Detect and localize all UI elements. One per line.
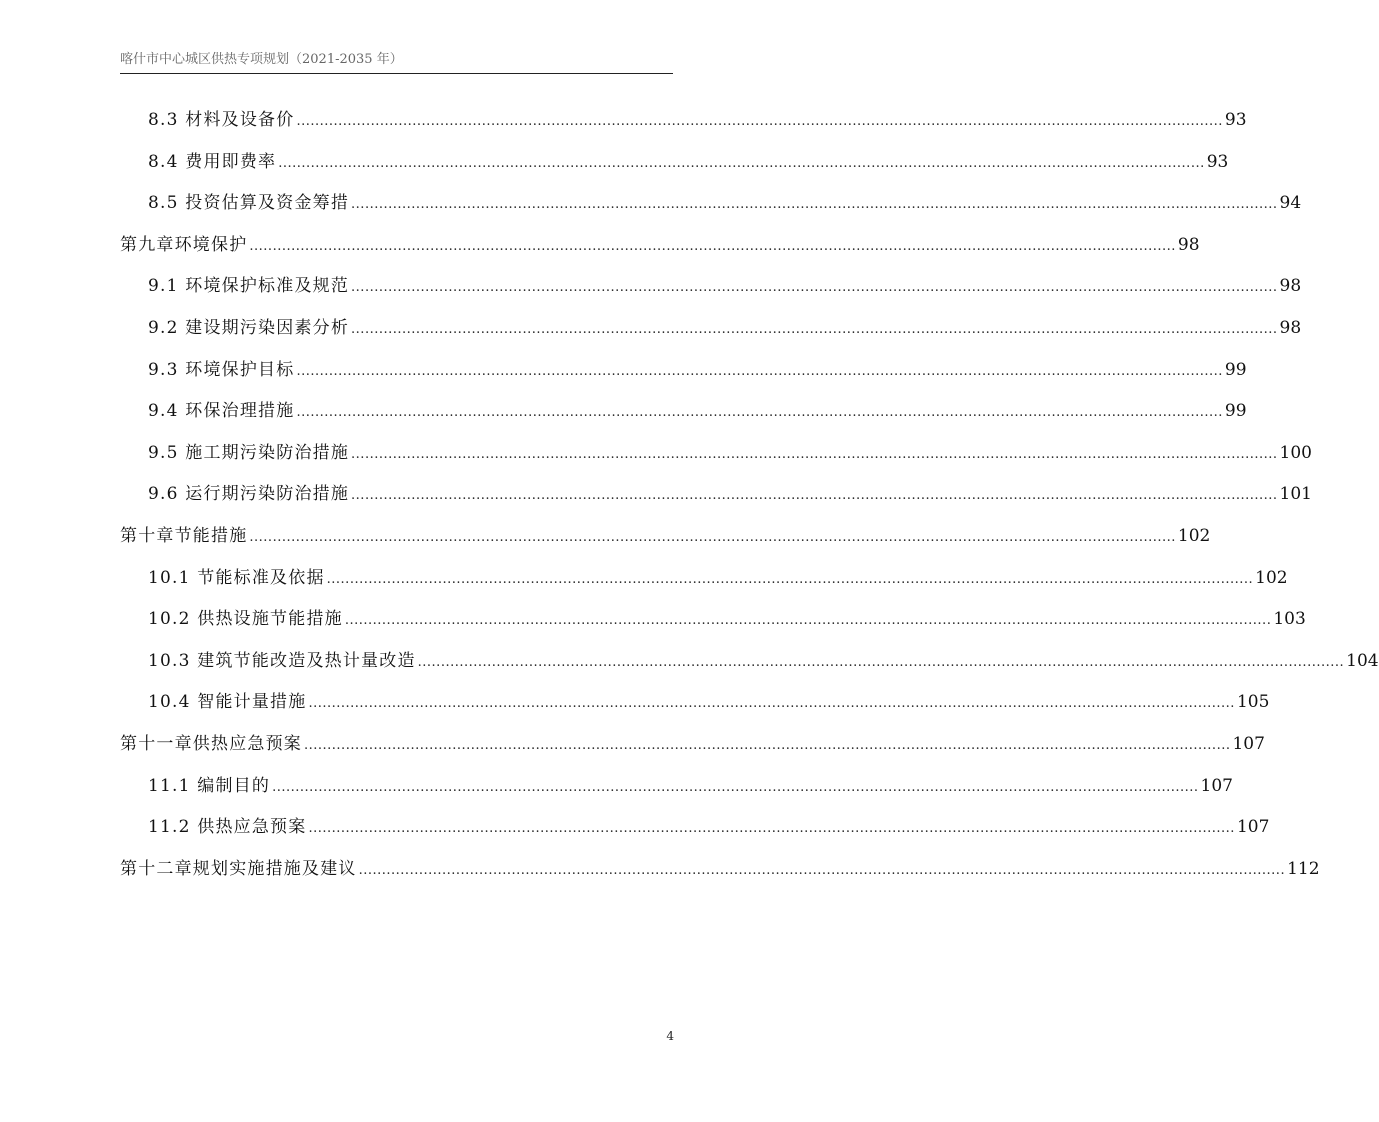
toc-entry[interactable] xyxy=(148,645,1379,673)
toc-entry-page: 98 xyxy=(1279,318,1302,338)
page-number: 4 xyxy=(666,1029,674,1043)
toc-leader-dots: ........................................................................................................................................................................................................ xyxy=(351,280,1278,296)
toc-entry-page: 102 xyxy=(1177,526,1211,546)
toc-entry[interactable] xyxy=(148,270,1302,298)
toc-leader-dots: ........................................................................................................................................................................................................ xyxy=(304,738,1231,753)
toc-entry-label: 8.5 投资估算及资金筹措 xyxy=(148,193,350,214)
toc-entry-page: 93 xyxy=(1206,151,1229,172)
toc-entry-label: 10.1 节能标准及依据 xyxy=(148,567,325,588)
toc-entry-page: 101 xyxy=(1279,484,1312,505)
toc-entry-label: 9.3 环境保护目标 xyxy=(148,359,295,380)
toc-entry[interactable] xyxy=(148,686,1270,714)
toc-entry-label: 9.5 施工期污染防治措施 xyxy=(148,442,350,463)
toc-entry-label: 第九章环境保护 xyxy=(120,234,248,255)
toc-leader-dots: ........................................................................................................................................................................................................ xyxy=(326,571,1254,587)
toc-entry[interactable] xyxy=(148,770,1233,798)
toc-entry-page: 93 xyxy=(1224,110,1247,130)
toc-entry-page: 105 xyxy=(1236,692,1270,713)
toc-leader-dots: ........................................................................................................................................................................................................ xyxy=(351,446,1278,462)
toc-entry[interactable] xyxy=(148,478,1312,506)
toc-entry[interactable] xyxy=(148,437,1312,465)
toc-entry[interactable] xyxy=(148,811,1270,839)
toc-leader-dots: ........................................................................................................................................................................................................ xyxy=(358,862,1286,878)
toc-entry[interactable] xyxy=(148,187,1302,215)
toc-leader-dots: ........................................................................................................................................................................................................ xyxy=(296,363,1223,379)
page-header xyxy=(120,50,673,74)
toc-entry-page: 107 xyxy=(1232,734,1265,754)
toc-entry-page: 104 xyxy=(1346,650,1379,671)
toc-entry-label: 10.3 建筑节能改造及热计量改造 xyxy=(148,650,416,671)
toc-entry-page: 99 xyxy=(1224,401,1247,422)
toc-entry-page: 112 xyxy=(1287,858,1320,879)
toc-leader-dots: ........................................................................................................................................................................................................ xyxy=(249,238,1176,254)
toc-entry[interactable] xyxy=(148,104,1247,132)
toc-leader-dots: ........................................................................................................................................................................................................ xyxy=(308,696,1235,712)
toc-leader-dots: ........................................................................................................................................................................................................ xyxy=(272,779,1199,795)
toc-entry-label: 9.6 运行期污染防治措施 xyxy=(148,484,350,505)
toc-entry-label: 9.1 环境保护标准及规范 xyxy=(148,276,350,297)
toc-leader-dots: ........................................................................................................................................................................................................ xyxy=(417,654,1345,670)
toc-entry[interactable] xyxy=(148,603,1306,631)
toc-leader-dots: ........................................................................................................................................................................................................ xyxy=(296,114,1223,129)
toc-entry-page: 102 xyxy=(1255,567,1288,588)
toc-leader-dots: ........................................................................................................................................................................................................ xyxy=(249,530,1176,545)
toc-entry-label: 第十一章供热应急预案 xyxy=(120,734,302,754)
toc-entry-label: 9.2 建设期污染因素分析 xyxy=(148,318,350,338)
toc-leader-dots: ........................................................................................................................................................................................................ xyxy=(351,488,1278,504)
toc-entry[interactable] xyxy=(148,395,1247,423)
toc-entry-label: 11.1 编制目的 xyxy=(148,775,271,796)
toc-entry-page: 98 xyxy=(1177,234,1200,255)
toc-entry[interactable] xyxy=(120,520,1211,548)
toc-entry-label: 第十章节能措施 xyxy=(120,526,248,546)
toc-entry-page: 107 xyxy=(1200,775,1233,796)
toc-entry-label: 第十二章规划实施措施及建议 xyxy=(120,858,357,879)
toc-entry[interactable] xyxy=(148,312,1302,340)
toc-leader-dots: ........................................................................................................................................................................................................ xyxy=(296,405,1223,421)
toc-entry-page: 100 xyxy=(1279,442,1312,463)
toc-entry[interactable] xyxy=(120,853,1320,881)
toc-entry-label: 9.4 环保治理措施 xyxy=(148,401,295,422)
toc-entry[interactable] xyxy=(120,728,1265,756)
toc-entry-label: 10.4 智能计量措施 xyxy=(148,692,307,713)
toc-entry[interactable] xyxy=(148,146,1229,174)
toc-leader-dots: ........................................................................................................................................................................................................ xyxy=(351,322,1278,337)
toc-entry[interactable] xyxy=(148,354,1247,382)
header-title: 喀什市中心城区供热专项规划（2021-2035 年） xyxy=(120,52,403,67)
toc-entry-label: 10.2 供热设施节能措施 xyxy=(148,609,343,630)
toc-leader-dots: ........................................................................................................................................................................................................ xyxy=(308,821,1235,837)
toc-entry-page: 107 xyxy=(1236,817,1270,838)
toc-entry-label: 8.4 费用即费率 xyxy=(148,151,277,172)
toc-entry[interactable] xyxy=(148,562,1288,590)
toc-entry-page: 94 xyxy=(1279,193,1302,214)
toc-leader-dots: ........................................................................................................................................................................................................ xyxy=(344,613,1272,629)
toc-leader-dots: ........................................................................................................................................................................................................ xyxy=(351,197,1278,213)
toc-entry-page: 103 xyxy=(1273,609,1306,630)
toc-entry[interactable] xyxy=(120,229,1200,257)
toc-entry-page: 99 xyxy=(1224,359,1247,380)
toc-entry-page: 98 xyxy=(1279,276,1302,297)
toc-leader-dots: ........................................................................................................................................................................................................ xyxy=(278,155,1205,171)
toc-entry-label: 11.2 供热应急预案 xyxy=(148,817,307,838)
toc-entry-label: 8.3 材料及设备价 xyxy=(148,110,295,130)
